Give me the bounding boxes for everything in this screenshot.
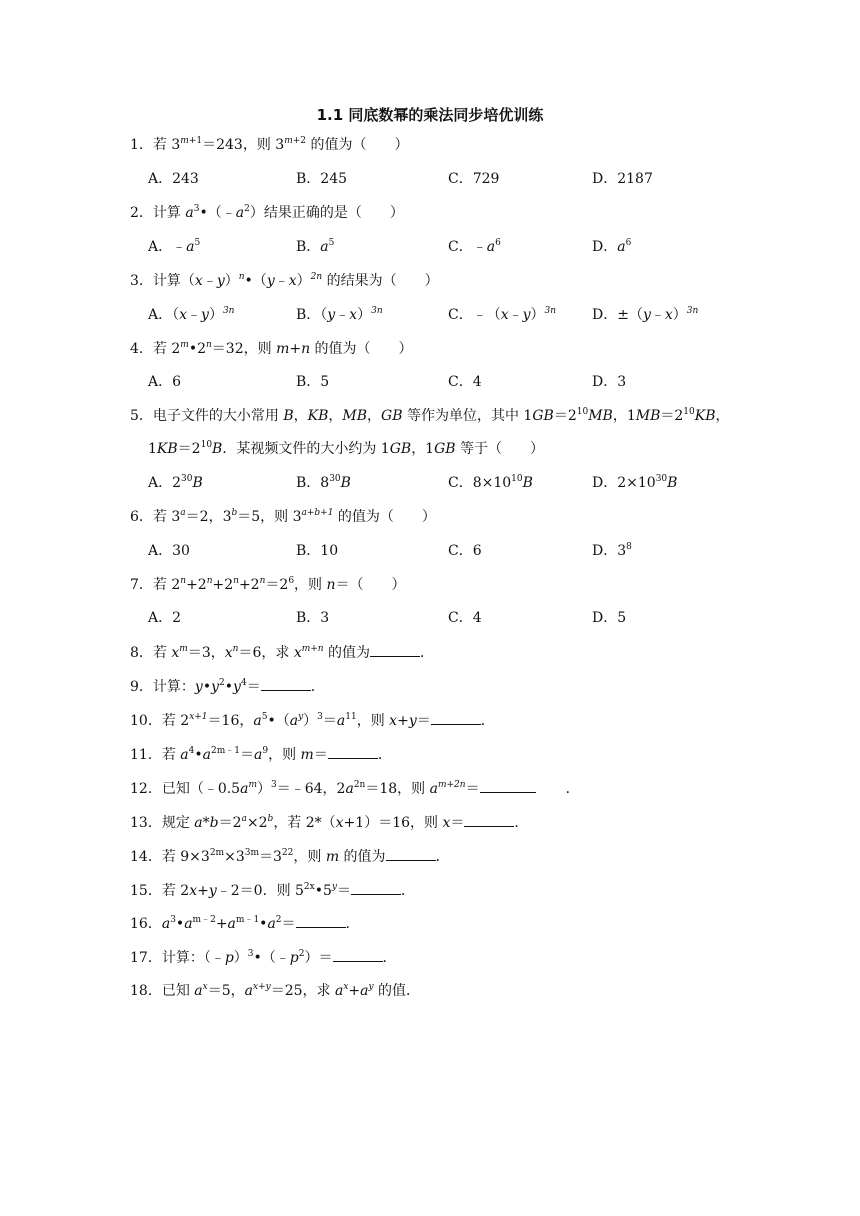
q6-option-d: D．$3^8$ (592, 542, 632, 559)
question-2: 2．计算 $a^3•(﹣a^2)$结果正确的是（ ） (130, 204, 404, 221)
q2-option-b: B．$a^5$ (296, 238, 335, 255)
question-5-line-2: $1KB=2^{10}B$．某视频文件的大小约为 1GB，1GB 等于（ ） (148, 440, 545, 457)
question-18: 18．已知 $a^x=5$，$a^{x+y}=25$，求 $a^x+a^y$ 的值． (130, 982, 421, 999)
answer-blank[interactable] (351, 881, 401, 895)
answer-blank[interactable] (464, 813, 514, 827)
q2-option-a: A．$﹣a^5$ (148, 238, 201, 255)
q2-option-c: C．$﹣a^6$ (448, 238, 501, 255)
q1-option-c: C．729 (448, 171, 500, 187)
q1-option-d: D．2187 (592, 171, 653, 187)
question-16: 16．$a^3•a^{m﹣2}+a^{m﹣1}•a^2=$ ． (130, 915, 360, 932)
q7-option-a: A．2 (148, 610, 182, 626)
answer-blank[interactable] (261, 677, 311, 691)
q3-option-c: C．﹣（x﹣y）$^{3n}$ (448, 306, 557, 323)
q7-option-d: D．5 (592, 610, 627, 626)
q7-option-b: B．3 (296, 610, 330, 626)
question-8: 8．若 $x^m=3$，$x^n=6$，求 $x^{m+n}$ 的值为 ． (130, 644, 435, 661)
q2-option-d: D．$a^6$ (592, 238, 632, 255)
q4-option-d: D．3 (592, 374, 627, 390)
question-5: 5．电子文件的大小常用 B，KB，MB，GB 等作为单位，其中 $1GB=2^{10}MB$，$1MB=2^{10}KB$， (130, 407, 730, 424)
answer-blank[interactable] (333, 948, 383, 962)
answer-blank[interactable] (386, 847, 436, 861)
q3-option-a: A．（x﹣y）$^{3n}$ (148, 306, 235, 323)
question-17: 17．计算：$(﹣p)^3•(﹣p^2)=$ ． (130, 949, 397, 966)
question-4: 4．若 $2^m•2^n=32$，则 m+n 的值为（ ） (130, 340, 413, 357)
q5-option-a: A．$2^{30}B$ (148, 474, 203, 491)
answer-blank[interactable] (296, 914, 346, 928)
question-6: 6．若 $3^a=2$，$3^b=5$，则 $3^{a+b+1}$ 的值为（ ） (130, 508, 436, 525)
q4-option-b: B．5 (296, 374, 330, 390)
q6-option-c: C．6 (448, 543, 482, 559)
q1-option-a: A．243 (148, 171, 199, 187)
question-10: 10．若 $2^{x+1}=16$，$a^5•(a^y)^3=a^{11}$，则 x+y＝ ． (130, 712, 495, 729)
q1-option-b: B．245 (296, 171, 348, 187)
question-15: 15．若 2x+y﹣2＝0．则 $5^{2x}•5^y=$ ． (130, 882, 415, 899)
q3-option-b: B．（y﹣x）$^{3n}$ (296, 306, 383, 323)
question-3: 3．计算（x﹣y）$^n$•（y﹣x）$^{2n}$ 的结果为（ ） (130, 272, 439, 289)
q3-option-d: D．±（y﹣x）$^{3n}$ (592, 306, 699, 323)
question-9: 9．计算：$y•y^2•y^4=$ ． (130, 678, 325, 695)
q4-option-a: A．6 (148, 374, 182, 390)
q6-option-a: A．30 (148, 543, 190, 559)
question-7: 7．若 $2^n+2^n+2^n+2^n=2^6$，则 n＝（ ） (130, 576, 406, 593)
question-12: 12．已知$(﹣0.5a^m)^3=﹣64$，$2a^{2n}=18$，则 $a^{m+2n}=$ ． (130, 780, 580, 797)
answer-blank[interactable] (480, 779, 536, 793)
q5-option-c: C．$8\times 10^{10}B$ (448, 474, 533, 491)
question-1: 1．若 $3^{m+1}=243$，则 $3^{m+2}$ 的值为（ ） (130, 136, 409, 153)
answer-blank[interactable] (328, 745, 378, 759)
question-13: 13．规定 $a*b=2^a\times 2^b$，若 2*（x+1）＝16，则 x＝ ． (130, 814, 529, 831)
question-11: 11．若 $a^4•a^{2m﹣1}=a^9$，则 m＝ ． (130, 746, 392, 763)
q4-option-c: C．4 (448, 374, 482, 390)
question-14: 14．若 $9\times 3^{2m}\times 3^{3m}=3^{22}$，则 m 的值为 ． (130, 848, 450, 865)
q6-option-b: B．10 (296, 543, 339, 559)
q5-option-d: D．$2\times 10^{30}B$ (592, 474, 678, 491)
document-title: 1.1 同底数幂的乘法同步培优训练 (316, 106, 544, 124)
answer-blank[interactable] (370, 643, 420, 657)
q5-option-b: B．$8^{30}B$ (296, 474, 351, 491)
q7-option-c: C．4 (448, 610, 482, 626)
answer-blank[interactable] (431, 711, 481, 725)
